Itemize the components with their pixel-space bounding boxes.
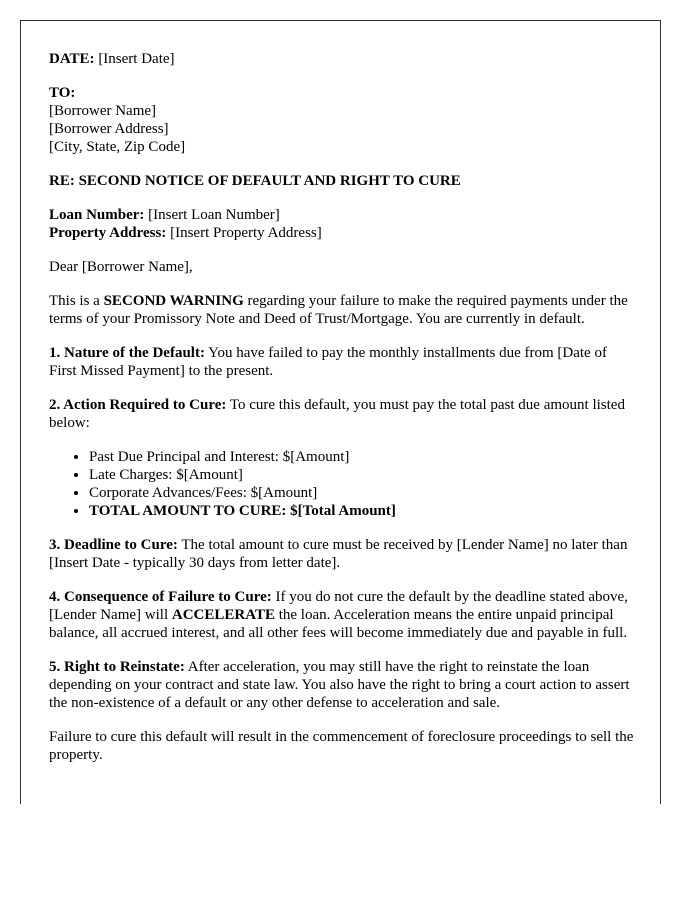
list-item: • Corporate Advances/Fees: $[Amount] [89, 484, 635, 502]
loan-info: Loan Number: [Insert Loan Number] Property Address: [Insert Property Address] [49, 207, 322, 241]
section-action: 2. Action Required to Cure: To cure this default, you must pay the total past due amount listed below: [49, 397, 625, 431]
date-line: DATE: [Insert Date] [49, 51, 175, 67]
salutation: Dear [Borrower Name], [49, 259, 193, 275]
section-reinstate: 5. Right to Reinstate: After acceleration, you may still have the right to reinstate the loan depending on your contract and state law. You also have the right to bring a court action to assert the non-existence of a default or any other defense to acceleration and sale. [49, 659, 630, 711]
section-nature: 1. Nature of the Default: You have failed to pay the monthly installments due from [Date of First Missed Payment] to the present. [49, 345, 607, 379]
list-item: • Past Due Principal and Interest: $[Amount] [89, 448, 635, 466]
list-item-total: • TOTAL AMOUNT TO CURE: $[Total Amount] [89, 502, 635, 520]
intro-paragraph: This is a SECOND WARNING regarding your failure to make the required payments under the terms of your Promissory Note and Deed of Trust/Mortgage. You are currently in default. [49, 293, 628, 327]
amount-list [49, 448, 635, 520]
letter-page [20, 20, 661, 804]
recipient-block: TO: [Borrower Name] [Borrower Address] [City, State, Zip Code] [49, 85, 186, 155]
list-item: • Late Charges: $[Amount] [89, 466, 635, 484]
subject-line: RE: SECOND NOTICE OF DEFAULT AND RIGHT TO CURE [49, 173, 461, 189]
section-consequence: 4. Consequence of Failure to Cure: If you do not cure the default by the deadline stated above, [Lender Name] will ACCELERATE the loan. Acceleration means the entire unpaid principal balance, all accrued interest, and all other fees will become immediately due and payable in full. [49, 589, 628, 641]
closing-paragraph: Failure to cure this default will result in the commencement of foreclosure proceedings to sell the property. [49, 729, 634, 763]
section-deadline: 3. Deadline to Cure: The total amount to cure must be received by [Lender Name] no later than [Insert Date - typically 30 days from letter date]. [49, 537, 628, 571]
